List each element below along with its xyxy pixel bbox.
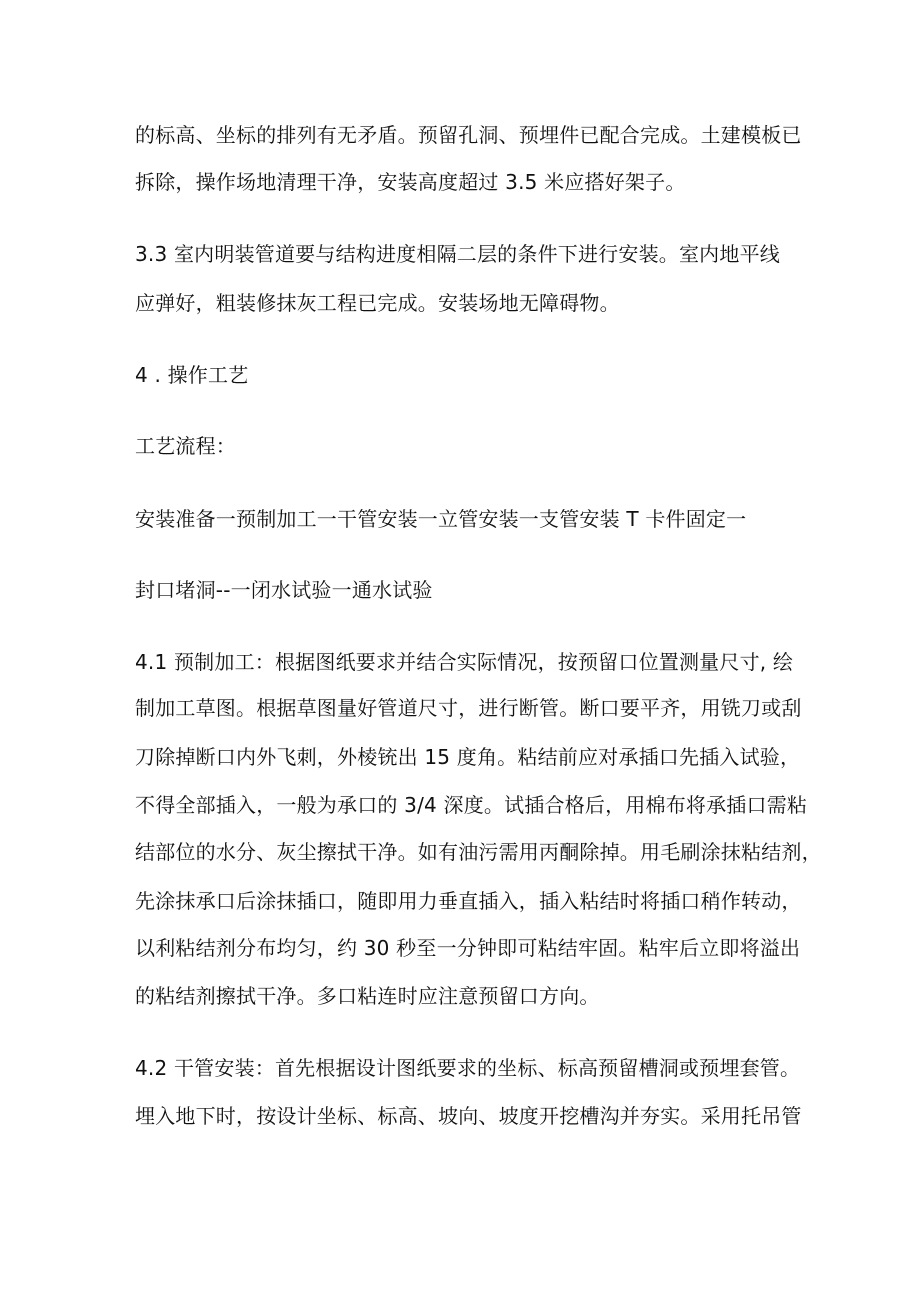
- text-line: 应弹好，粗装修抹灰工程已完成。安装场地无障碍物。: [135, 291, 620, 315]
- text-line: 工艺流程：: [135, 434, 236, 458]
- text-line: 以利粘结剂分布均匀，约 30 秒至一分钟即可粘结牢固。粘牢后立即将溢出: [135, 936, 801, 960]
- text-line: 4.2 干管安装：首先根据设计图纸要求的坐标、标高预留槽洞或预埋套管。: [135, 1056, 801, 1080]
- text-line: 刀除掉断口内外飞刺，外棱铳出 15 度角。粘结前应对承插口先插入试验，: [135, 745, 801, 769]
- text-line: 先涂抹承口后涂抹插口，随即用力垂直插入，插入粘结时将插口稍作转动，: [135, 889, 802, 913]
- text-line: 封口堵洞--一闭水试验一通水试验: [135, 578, 433, 602]
- text-line: 埋入地下时，按设计坐标、标高、坡向、坡度开挖槽沟并夯实。采用托吊管: [135, 1104, 802, 1128]
- text-line: 制加工草图。根据草图量好管道尺寸，进行断管。断口要平齐，用铣刀或刮: [135, 696, 802, 720]
- section-heading: 4 . 操作工艺: [135, 363, 249, 387]
- text-line: 不得全部插入，一般为承口的 3/4 深度。试插合格后，用棉布将承插口需粘: [135, 793, 808, 817]
- text-line: 结部位的水分、灰尘擦拭干净。如有油污需用丙酮除掉。用毛刷涂抹粘结剂，: [135, 840, 822, 864]
- text-line: 3.3 室内明装管道要与结构进度相隔二层的条件下进行安装。室内地平线: [135, 242, 780, 266]
- text-line: 4.1 预制加工：根据图纸要求并结合实际情况，按预留口位置测量尺寸, 绘: [135, 650, 794, 674]
- text-line: 安装准备一预制加工一干管安装一立管安装一支管安装 T 卡件固定一: [135, 507, 747, 531]
- text-line: 的粘结剂擦拭干净。多口粘连时应注意预留口方向。: [135, 984, 600, 1008]
- text-line: 的标高、坐标的排列有无矛盾。预留孔洞、预埋件已配合完成。土建模板已: [135, 123, 802, 147]
- text-line: 拆除，操作场地清理干净，安装高度超过 3.5 米应搭好架子。: [135, 170, 686, 194]
